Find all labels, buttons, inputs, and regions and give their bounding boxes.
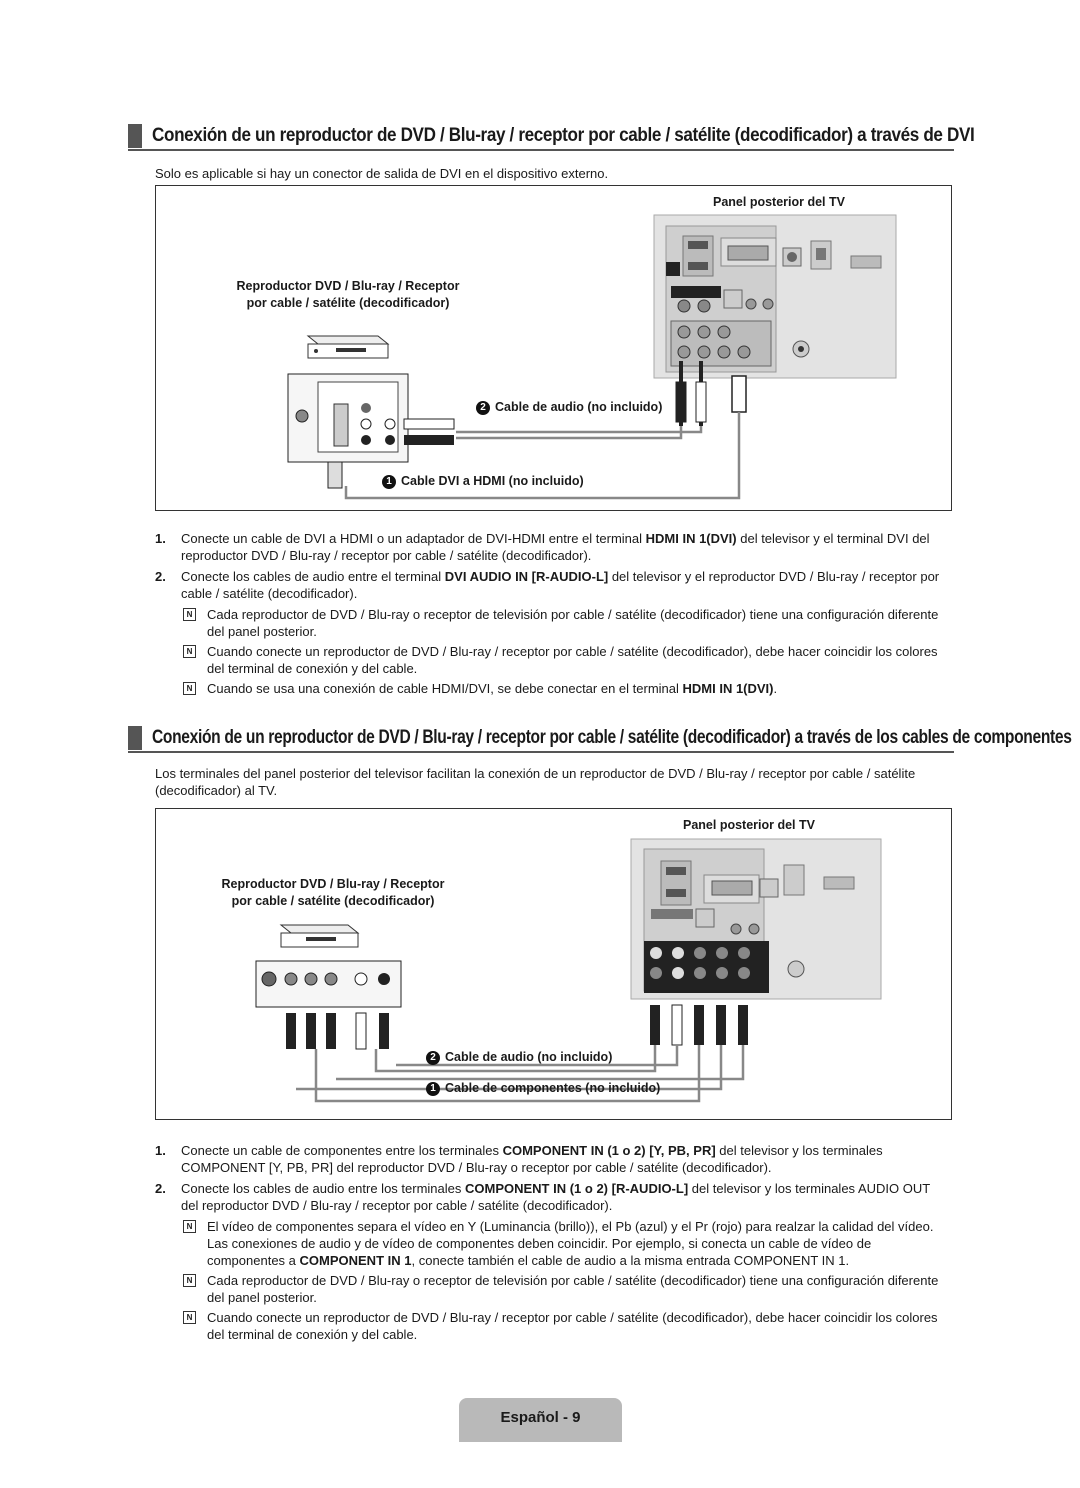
step-item — [155, 1180, 945, 1214]
note-text: Cada reproductor de DVD / Blu-ray o receptor de televisión por cable / satélite (decodificador) tiene una configuración diferente del panel posterior. — [207, 1273, 939, 1305]
step-item — [155, 1142, 945, 1176]
section1-heading — [128, 124, 975, 148]
step-term: HDMI IN 1(DVI) — [645, 531, 737, 546]
note-icon: N — [183, 1274, 196, 1287]
note-item — [155, 1309, 945, 1343]
audio-cable-label — [476, 400, 662, 415]
note-item — [155, 606, 945, 640]
component-cable-text: Cable de componentes (no incluido) — [445, 1081, 661, 1095]
note-text: , conecte también el cable de audio a la misma entrada COMPONENT IN 1. — [411, 1253, 850, 1268]
audio-cable-text: Cable de audio (no incluido) — [495, 400, 663, 414]
step-number: 1. — [155, 531, 166, 546]
audio-cable-label — [426, 1050, 612, 1065]
device-label-line1: Reproductor DVD / Blu-ray / Receptor — [221, 877, 445, 891]
note-item — [155, 643, 945, 677]
dvi-connection-diagram — [155, 185, 952, 511]
note-icon: N — [183, 682, 196, 695]
step-number: 2. — [155, 569, 166, 584]
step-item — [155, 530, 945, 564]
step-text: Conecte un cable de DVI a HDMI o un adaptador de DVI-HDMI entre el terminal — [181, 531, 646, 546]
step-number: 1. — [155, 1143, 166, 1158]
note-item — [155, 1272, 945, 1306]
step-item — [155, 568, 945, 602]
section2-heading — [128, 726, 1072, 750]
tv-panel-label: Panel posterior del TV — [683, 818, 815, 832]
section1-intro: Solo es aplicable si hay un conector de salida de DVI en el dispositivo externo. — [155, 166, 609, 181]
step-text: del televisor y los terminales COMPONENT [Y, PB, PR] del reproductor DVD / Blu-ray o receptor por cable / satélite (decodificador). — [181, 1143, 883, 1175]
heading-rule — [128, 149, 954, 151]
step-text: del televisor y el terminal DVI del reproductor DVD / Blu-ray / receptor por cable / satélite (decodificador). — [181, 531, 930, 563]
section2-steps — [155, 1142, 945, 1346]
audio-cable-text: Cable de audio (no incluido) — [445, 1050, 613, 1064]
note-icon: N — [183, 1220, 196, 1233]
cable-number-badge: 2 — [426, 1051, 440, 1065]
note-text: Cuando conecte un reproductor de DVD / Blu-ray / receptor por cable / satélite (decodificador), debe hacer coincidir los colores del terminal de conexión y del cable. — [207, 1310, 938, 1342]
step-text: Conecte los cables de audio entre los terminales — [181, 1181, 465, 1196]
section1-title: Conexión de un reproductor de DVD / Blu-ray / receptor por cable / satélite (decodificador) a través de DVI — [152, 125, 975, 146]
component-connection-diagram — [155, 808, 952, 1120]
note-text: Cada reproductor de DVD / Blu-ray o receptor de televisión por cable / satélite (decodificador) tiene una configuración diferente del panel posterior. — [207, 607, 939, 639]
dvd-back-panel — [256, 961, 401, 1049]
device-label-line2: por cable / satélite (decodificador) — [246, 296, 450, 310]
step-number: 2. — [155, 1181, 166, 1196]
tv-panel-label: Panel posterior del TV — [713, 195, 845, 209]
note-icon: N — [183, 608, 196, 621]
cable-number-badge: 2 — [476, 401, 490, 415]
tv-rear-panel — [654, 215, 896, 378]
page-number-tab: Español - 9 — [459, 1398, 622, 1442]
dvd-player-icon — [308, 336, 388, 358]
heading-marker — [128, 124, 142, 148]
device-label-line1: Reproductor DVD / Blu-ray / Receptor — [236, 279, 460, 293]
section1-steps — [155, 530, 945, 700]
dvi-cable-text: Cable DVI a HDMI (no incluido) — [401, 474, 584, 488]
note-icon: N — [183, 1311, 196, 1324]
note-item — [155, 1218, 945, 1269]
step-term: COMPONENT IN (1 o 2) [R-AUDIO-L] — [465, 1181, 689, 1196]
dvd-back-panel — [288, 374, 454, 488]
cable-number-badge: 1 — [426, 1082, 440, 1096]
step-text: Conecte un cable de componentes entre los terminales — [181, 1143, 503, 1158]
note-icon: N — [183, 645, 196, 658]
component-diagram-drawing — [156, 809, 953, 1121]
note-term: HDMI IN 1(DVI) — [682, 681, 774, 696]
section2-intro: Los terminales del panel posterior del televisor facilitan la conexión de un reproductor de DVD / Blu-ray / receptor por cable / satélite (decodificador) al TV. — [155, 766, 916, 798]
note-text: Cuando se usa una conexión de cable HDMI/DVI, se debe conectar en el terminal — [207, 681, 683, 696]
component-cable-label — [426, 1081, 660, 1096]
dvi-cable-label — [382, 474, 584, 489]
dvd-player-icon — [281, 925, 358, 947]
step-text: Conecte los cables de audio entre el terminal — [181, 569, 445, 584]
step-term: DVI AUDIO IN [R-AUDIO-L] — [444, 569, 609, 584]
dvi-diagram-drawing — [156, 186, 953, 512]
heading-rule — [128, 751, 954, 753]
heading-marker — [128, 726, 142, 750]
note-text: . — [773, 681, 778, 696]
device-label-line2: por cable / satélite (decodificador) — [231, 894, 435, 908]
note-term: COMPONENT IN 1 — [299, 1253, 412, 1268]
note-item — [155, 680, 945, 697]
cable-number-badge: 1 — [382, 475, 396, 489]
step-term: COMPONENT IN (1 o 2) [Y, PB, PR] — [502, 1143, 716, 1158]
tv-rear-panel — [631, 839, 881, 999]
step-text: del televisor y los terminales AUDIO OUT del reproductor DVD / Blu-ray / receptor por cable / satélite (decodificador). — [181, 1181, 930, 1213]
step-text: del televisor y el reproductor DVD / Blu-ray / receptor por cable / satélite (decodificador). — [181, 569, 940, 601]
note-text: Cuando conecte un reproductor de DVD / Blu-ray / receptor por cable / satélite (decodificador), debe hacer coincidir los colores del terminal de conexión y del cable. — [207, 644, 938, 676]
note-text: El vídeo de componentes separa el vídeo en Y (Luminancia (brillo)), el Pb (azul) y el Pr (rojo) para realzar la calidad del vídeo. Las conexiones de audio y de vídeo de componentes deben coincidir. Por ejemplo, si conecta un cable de vídeo de componentes a — [207, 1219, 934, 1268]
section2-title: Conexión de un reproductor de DVD / Blu-ray / receptor por cable / satélite (decodificador) a través de los cables de componentes — [152, 727, 1072, 748]
